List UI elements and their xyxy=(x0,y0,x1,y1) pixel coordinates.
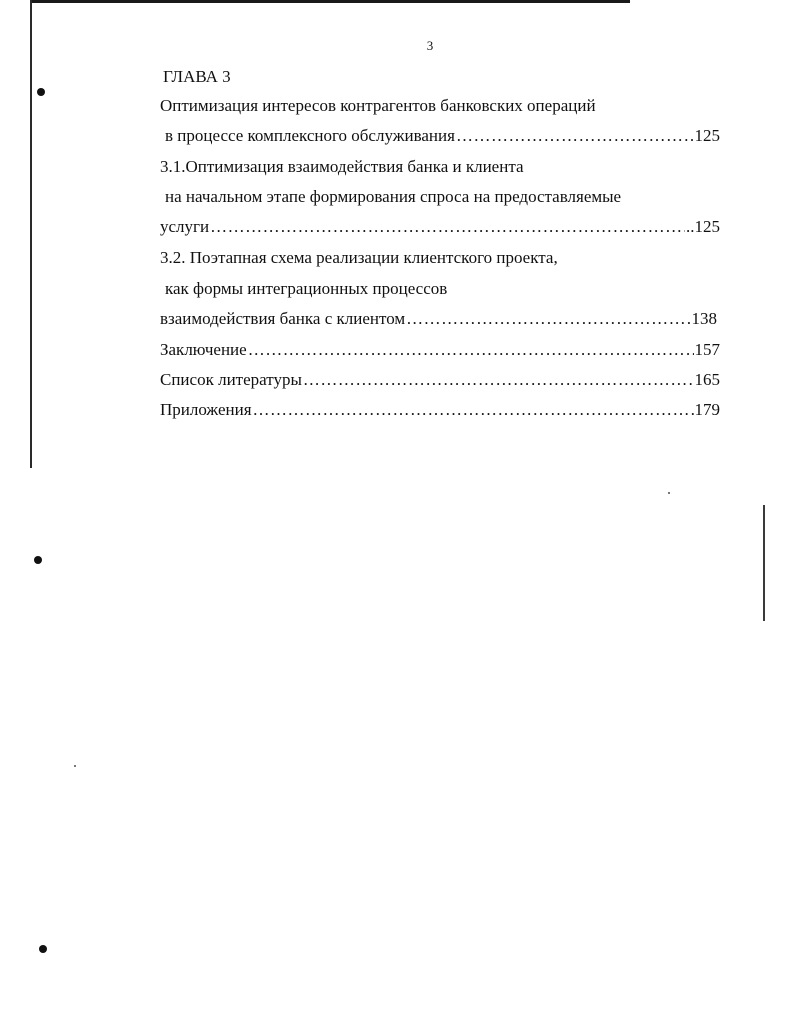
toc-entry-conclusion[interactable] xyxy=(160,339,720,361)
binder-hole-mark xyxy=(37,88,45,96)
dot-leader xyxy=(303,369,694,391)
toc-page-ref: 157 xyxy=(694,340,720,359)
toc-entry-section-3-1[interactable] xyxy=(160,216,720,238)
toc-entry-appendices[interactable] xyxy=(160,399,720,421)
scan-top-border xyxy=(30,0,630,3)
dot-leader xyxy=(253,399,694,421)
toc-entry-bibliography[interactable] xyxy=(160,369,720,391)
scan-speck xyxy=(74,765,76,767)
section-title-line: 3.2. Поэтапная схема реализации клиентского проекта, xyxy=(160,248,558,267)
scan-right-mark xyxy=(763,505,765,621)
toc-page-ref: 138 xyxy=(691,309,717,328)
toc-page-ref: ..125 xyxy=(686,217,720,236)
section-title-line: как формы интеграционных процессов xyxy=(165,279,448,298)
scan-left-border xyxy=(30,0,32,468)
toc-entry-label: Заключение xyxy=(160,340,247,359)
chapter-title-line: Оптимизация интересов контрагентов банковских операций xyxy=(160,96,596,115)
toc-page-ref: 125 xyxy=(694,126,720,145)
dot-leader xyxy=(456,125,694,147)
page-number: 3 xyxy=(426,38,434,53)
toc-entry-label: Список литературы xyxy=(160,370,302,389)
section-title-line: 3.1.Оптимизация взаимодействия банка и клиента xyxy=(160,157,524,176)
toc-entry-label: взаимодействия банка с клиентом xyxy=(160,309,406,328)
dot-leader xyxy=(210,216,685,238)
dot-leader xyxy=(406,308,690,330)
toc-entry-label: Приложения xyxy=(160,400,252,419)
toc-entry-chapter[interactable] xyxy=(165,125,720,147)
toc-page-ref: 165 xyxy=(694,370,720,389)
toc-entry-label: услуги xyxy=(160,217,210,236)
binder-hole-mark xyxy=(34,556,42,564)
toc-entry-section-3-2[interactable] xyxy=(160,308,717,330)
dot-leader xyxy=(248,339,694,361)
chapter-heading: ГЛАВА 3 xyxy=(163,67,231,86)
section-title-line: на начальном этапе формирования спроса на предоставляемые xyxy=(165,187,622,206)
scan-speck xyxy=(668,492,670,494)
toc-entry-label: в процессе комплексного обслуживания xyxy=(165,126,455,145)
binder-hole-mark xyxy=(39,945,47,953)
toc-page-ref: 179 xyxy=(694,400,720,419)
